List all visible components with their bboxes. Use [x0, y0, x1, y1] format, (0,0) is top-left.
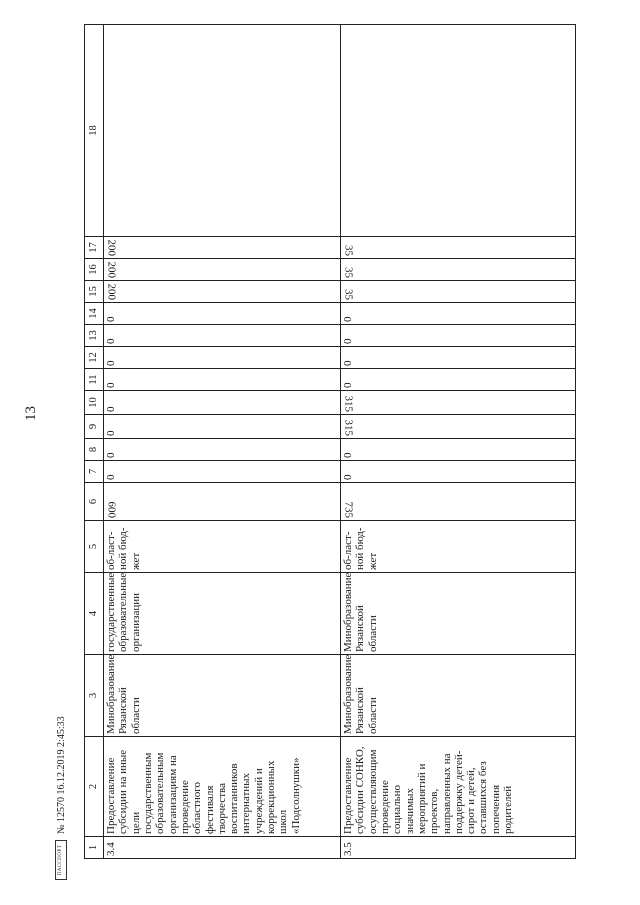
header-cell: 1 — [85, 837, 104, 859]
value-cell — [341, 237, 576, 259]
header-cell: 13 — [85, 325, 104, 347]
value-cell — [341, 391, 576, 415]
value-cell: 0 — [341, 369, 576, 391]
footer — [55, 650, 295, 890]
notes-cell — [341, 25, 576, 237]
passport-stamp: ПАССПОРТ — [55, 840, 67, 880]
executor-cell: Минобразование Рязанской области — [341, 573, 576, 655]
row-number-cell: 3.4 — [104, 837, 341, 859]
value-cell: 0 — [341, 461, 576, 483]
value-cell: 0 — [104, 369, 341, 391]
header-cell: 5 — [85, 521, 104, 573]
header-cell: 18 — [85, 25, 104, 237]
value-cell — [104, 281, 341, 303]
header-cell: 7 — [85, 461, 104, 483]
funding-source-cell: об-ласт-ной бюд-жет — [104, 521, 341, 573]
value-text: 200 — [105, 239, 118, 256]
header-cell: 16 — [85, 259, 104, 281]
value-cell — [104, 483, 341, 521]
value-cell: 0 — [104, 415, 341, 439]
footer-content — [55, 640, 67, 880]
header-cell: 6 — [85, 483, 104, 521]
value-cell — [341, 281, 576, 303]
header-cell: 4 — [85, 573, 104, 655]
value-cell: 0 — [104, 391, 341, 415]
header-cell: 15 — [85, 281, 104, 303]
table-row — [341, 25, 576, 859]
value-text: 200 — [105, 261, 118, 278]
header-cell: 2 — [85, 737, 104, 837]
measure-name-cell: Предоставление субсидии СОНКО, осуществляющим проведение социально значимых мероприятий и проектов, направленных на поддержку детей-сирот и детей, оставшихся без попечения родителей — [341, 737, 576, 837]
value-cell: 0 — [104, 347, 341, 369]
value-cell — [341, 415, 576, 439]
header-cell: 12 — [85, 347, 104, 369]
value-cell — [341, 483, 576, 521]
value-cell: 0 — [104, 303, 341, 325]
value-text: 315 — [342, 395, 355, 412]
value-cell: 0 — [341, 325, 576, 347]
funding-source-cell: об-ласт-ной бюд-жет — [341, 521, 576, 573]
value-cell — [104, 259, 341, 281]
value-cell: 0 — [104, 461, 341, 483]
header-cell: 9 — [85, 415, 104, 439]
coordinator-cell: Минобразование Рязанской области — [341, 655, 576, 737]
executor-cell: государственные образовательные организации — [104, 573, 341, 655]
document-reference: № 12570 16.12.2019 2:45:33 — [55, 716, 67, 834]
value-text: 35 — [342, 289, 355, 300]
value-cell — [341, 259, 576, 281]
value-cell: 0 — [341, 439, 576, 461]
value-text: 735 — [342, 501, 355, 518]
value-cell: 0 — [104, 439, 341, 461]
header-cell: 17 — [85, 237, 104, 259]
measure-name-cell: Предоставление субсидии на иные цели государственным образовательным организациям на проведение областного фестиваля творчества воспитанников интернатных учреждений и коррекционных школ «Подсолнушки» — [104, 737, 341, 837]
value-cell: 0 — [104, 325, 341, 347]
notes-cell — [104, 25, 341, 237]
value-text: 35 — [342, 245, 355, 256]
value-text: 35 — [342, 267, 355, 278]
value-text: 200 — [105, 283, 118, 300]
value-text: 600 — [105, 501, 118, 518]
header-cell: 8 — [85, 439, 104, 461]
page-number: 13 — [23, 406, 39, 421]
coordinator-cell: Минобразование Рязанской области — [104, 655, 341, 737]
value-cell: 0 — [341, 303, 576, 325]
value-cell — [104, 237, 341, 259]
value-text: 315 — [342, 419, 355, 436]
value-cell: 0 — [341, 347, 576, 369]
header-cell: 10 — [85, 391, 104, 415]
header-cell: 3 — [85, 655, 104, 737]
row-number-cell: 3.5 — [341, 837, 576, 859]
header-cell: 11 — [85, 369, 104, 391]
header-cell: 14 — [85, 303, 104, 325]
